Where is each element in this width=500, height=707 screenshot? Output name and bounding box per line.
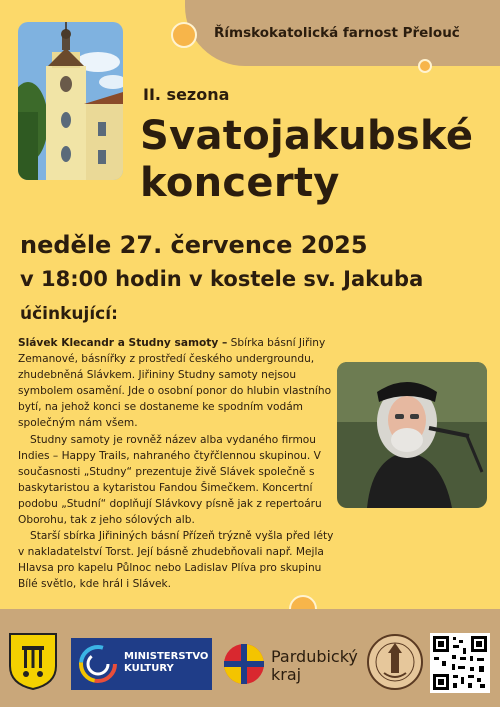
qr-code[interactable]: [430, 633, 490, 693]
description-paragraph: Starší sbírka Jiřininých básní Přízeň trýzně vyšla před léty v nakladatelství Torst. Její básně zhudebňovali např. Mejla Hlavsa pro kapelu Půlnoc nebo Ladislav Plíva pro skupinu Bílé světlo, kde hrál i Slávek.: [18, 530, 334, 591]
region-name: [271, 648, 358, 684]
season-label: II. sezona: [143, 85, 230, 104]
parish-seal-logo: [366, 633, 424, 691]
description-paragraph: Studny samoty je rovněž název alba vydaného firmou Indies – Happy Trails, nahraného čtyřčlennou skupinou. V současnosti „Studny“ prezentuje živě Slávek společně s baskytaristou a kytaristou Fandou Šimečkem. Koncertní podobu „Studní“ doplňují Slávkovy písně jak z repertoáru Oborohu, tak z jeho sólových alb.: [18, 433, 322, 527]
lead-name: Slávek Klecandr a Studny samoty –: [18, 337, 228, 349]
parish-name: Římskokatolická farnost Přelouč: [214, 25, 460, 41]
ministry-name: [124, 651, 208, 675]
region-line: kraj: [271, 665, 302, 684]
event-time-place: v 18:00 hodin v kostele sv. Jakuba: [20, 267, 424, 291]
concert-title: [140, 113, 473, 207]
town-crest-logo: [8, 632, 58, 690]
title-line: Svatojakubské: [140, 113, 474, 159]
ministry-line: MINISTERSTVO: [124, 651, 209, 662]
region-line: Pardubický: [271, 647, 358, 666]
ministry-c-icon: [78, 644, 118, 684]
pardubice-region-logo: [222, 642, 266, 686]
title-line: koncerty: [140, 160, 340, 206]
event-date: neděle 27. července 2025: [20, 231, 368, 259]
description: [18, 335, 336, 593]
ministry-line: KULTURY: [124, 663, 174, 674]
description-text: Sbírka básní Jiřiny Zemanové, básnířky z prostředí českého undergroundu, zhudebněná Slávkem. Jiřininy Studny samoty nejsou symbolem osamění. Jde o osobní ponor do hlubin vlastního bytí, na jehož konci se dostaneme ke spodním vodám společným nám všem.: [18, 337, 332, 430]
decor-dot: [171, 22, 197, 48]
description-paragraph: [18, 335, 336, 432]
musician-photo: [337, 362, 487, 508]
decor-dot: [418, 59, 432, 73]
church-photo: [18, 22, 123, 180]
performers-heading: účinkující:: [20, 304, 118, 324]
